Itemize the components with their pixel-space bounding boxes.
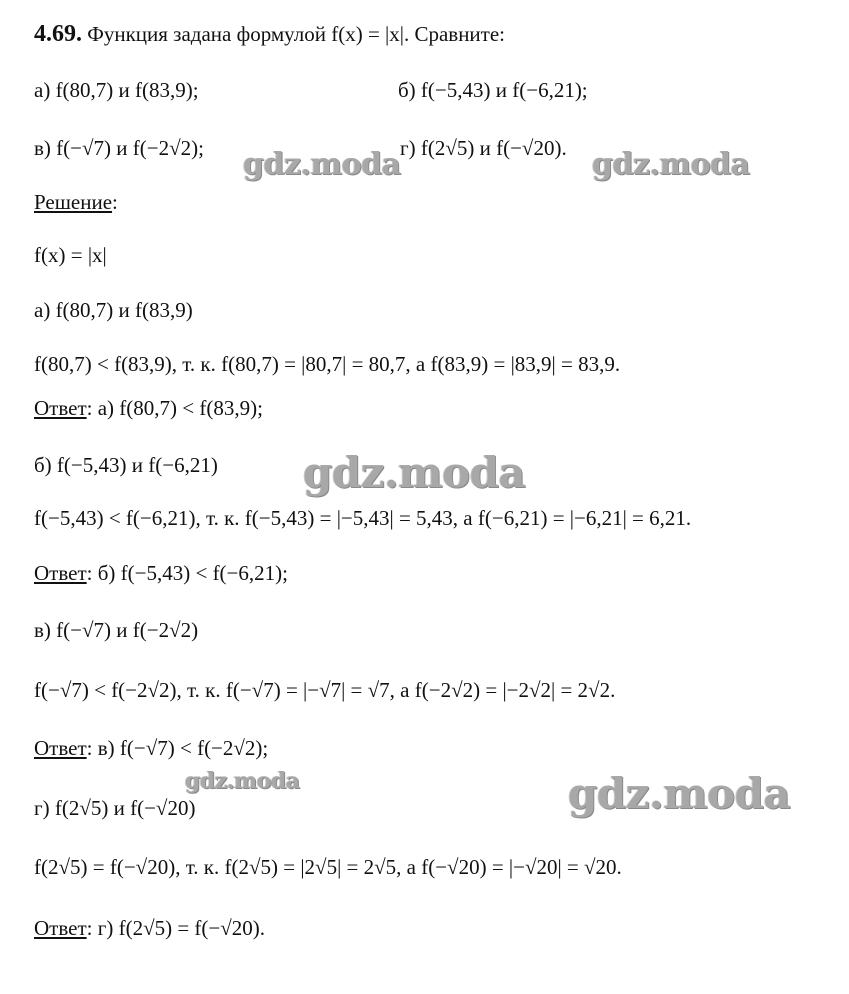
task-number: 4.69. [34, 21, 82, 47]
solution-header-line [34, 192, 118, 213]
part-g-answer: : г) f(2√5) = f(−√20). [86, 916, 266, 940]
item-a: а) f(80,7) и f(83,9); [34, 78, 199, 102]
part-b-answer-line [34, 563, 288, 584]
part-g-answer-line [34, 918, 265, 939]
part-a-answer-line [34, 398, 263, 419]
answer-label: Ответ [34, 736, 87, 760]
part-a-answer: : а) f(80,7) < f(83,9); [86, 396, 263, 420]
watermark-logo: gdz.moda [303, 448, 526, 497]
task-statement: Функция задана формулой f(x) = |x|. Сравните: [87, 22, 506, 46]
part-b-work: f(−5,43) < f(−6,21), т. к. f(−5,43) = |−5,43| = 5,43, а f(−6,21) = |−6,21| = 6,21. [34, 506, 692, 530]
part-a-prompt: а) f(80,7) и f(83,9) [34, 298, 193, 322]
part-g-prompt: г) f(2√5) и f(−√20) [34, 796, 196, 820]
answer-label: Ответ [34, 396, 87, 420]
solution-header-colon: : [112, 190, 118, 214]
part-v-prompt: в) f(−√7) и f(−2√2) [34, 618, 199, 642]
part-b-prompt: б) f(−5,43) и f(−6,21) [34, 453, 218, 477]
part-g-work: f(2√5) = f(−√20), т. к. f(2√5) = |2√5| = 2√5, а f(−√20) = |−√20| = √20. [34, 855, 622, 879]
solution-header: Решение [34, 190, 113, 214]
part-v-work: f(−√7) < f(−2√2), т. к. f(−√7) = |−√7| = √7, а f(−2√2) = |−2√2| = 2√2. [34, 678, 616, 702]
answer-label: Ответ [34, 916, 87, 940]
item-v: в) f(−√7) и f(−2√2); [34, 136, 204, 160]
answer-label: Ответ [34, 561, 87, 585]
item-g: г) f(2√5) и f(−√20). [400, 136, 567, 160]
watermark-logo: gdz.moda [592, 147, 750, 182]
watermark-logo: gdz.moda [568, 769, 791, 818]
solution-formula: f(x) = |x| [34, 243, 107, 267]
watermark-logo: gdz.moda [243, 147, 401, 182]
watermark-logo: gdz.moda [185, 768, 300, 794]
part-v-answer-line [34, 738, 268, 759]
part-v-answer: : в) f(−√7) < f(−2√2); [86, 736, 269, 760]
part-b-answer: : б) f(−5,43) < f(−6,21); [86, 561, 288, 585]
part-a-work: f(80,7) < f(83,9), т. к. f(80,7) = |80,7| = 80,7, а f(83,9) = |83,9| = 83,9. [34, 352, 621, 376]
task-line [34, 22, 505, 46]
item-b: б) f(−5,43) и f(−6,21); [398, 78, 588, 102]
